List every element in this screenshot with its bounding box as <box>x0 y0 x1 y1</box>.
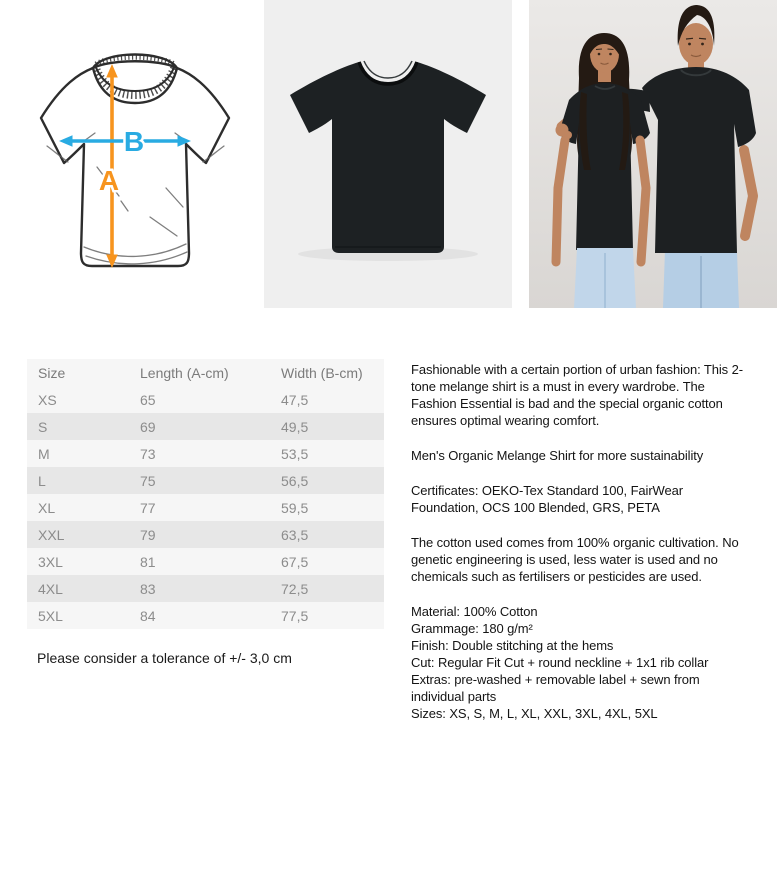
length-cell: 77 <box>140 499 156 516</box>
arrow-up-icon <box>106 64 118 78</box>
spec-list <box>411 603 749 722</box>
size-chart-table <box>27 359 384 629</box>
size-cell: XXL <box>38 526 65 543</box>
models-illustration <box>529 0 777 308</box>
spec-line: Grammage: 180 g/m² <box>411 621 533 636</box>
description-cotton: The cotton used comes from 100% organic cultivation. No genetic engineering is used, less water is used and no chemicals such as fertilisers or pesticides are used. <box>411 535 739 584</box>
width-cell: 53,5 <box>281 445 309 462</box>
product-image-gallery <box>0 0 777 308</box>
size-chart-column <box>27 359 384 666</box>
description-tagline: Men's Organic Melange Shirt for more sustainability <box>411 448 704 463</box>
size-cell: 4XL <box>38 580 63 597</box>
product-description <box>411 361 749 722</box>
size-row <box>27 386 384 413</box>
size-row <box>27 467 384 494</box>
width-cell: 56,5 <box>281 472 309 489</box>
width-cell: 59,5 <box>281 499 309 516</box>
tolerance-note: Please consider a tolerance of +/- 3,0 cm <box>37 650 292 666</box>
spec-line: Cut: Regular Fit Cut + round neckline + 1x1 rib collar <box>411 655 709 670</box>
width-cell: 63,5 <box>281 526 309 543</box>
width-cell: 77,5 <box>281 607 309 624</box>
product-details-section <box>0 359 777 722</box>
size-row <box>27 413 384 440</box>
size-cell: M <box>38 445 50 462</box>
length-cell: 79 <box>140 526 156 543</box>
tshirt-outline <box>41 55 229 267</box>
size-cell: S <box>38 418 48 435</box>
size-row <box>27 548 384 575</box>
size-row <box>27 440 384 467</box>
models-photo <box>529 0 777 308</box>
size-row <box>27 521 384 548</box>
length-cell: 73 <box>140 445 156 462</box>
description-certificates: Certificates: OEKO-Tex Standard 100, FairWear Foundation, OCS 100 Blended, GRS, PETA <box>411 483 683 515</box>
width-cell: 67,5 <box>281 553 309 570</box>
spec-line: Finish: Double stitching at the hems <box>411 638 614 653</box>
length-cell: 75 <box>140 472 156 489</box>
size-row <box>27 602 384 629</box>
size-row <box>27 494 384 521</box>
size-cell: L <box>38 472 46 489</box>
width-cell: 47,5 <box>281 391 309 408</box>
spec-line: Sizes: XS, S, M, L, XL, XXL, 3XL, 4XL, 5XL <box>411 706 658 721</box>
size-column-header: Size <box>38 364 66 381</box>
width-column-header: Width (B-cm) <box>281 364 363 381</box>
length-label: A <box>98 165 120 196</box>
description-intro: Fashionable with a certain portion of urban fashion: This 2-tone melange shirt is a must in every wardrobe. The Fashion Essential is bad and the special organic cotton ensures optimal wearing comfort. <box>411 362 743 428</box>
width-label: B <box>123 126 145 157</box>
length-cell: 83 <box>140 580 156 597</box>
flat-shirt-photo <box>264 0 512 308</box>
size-chart-header-row <box>27 359 384 386</box>
size-cell: 3XL <box>38 553 63 570</box>
length-cell: 84 <box>140 607 156 624</box>
spec-line: Material: 100% Cotton <box>411 604 538 619</box>
length-column-header: Length (A-cm) <box>140 364 229 381</box>
tshirt-measurement-drawing <box>0 0 250 308</box>
length-cell: 69 <box>140 418 156 435</box>
width-cell: 72,5 <box>281 580 309 597</box>
size-cell: XS <box>38 391 57 408</box>
measurement-diagram-image <box>0 0 264 308</box>
width-cell: 49,5 <box>281 418 309 435</box>
spec-line: Extras: pre-washed + removable label + sewn from individual parts <box>411 672 700 704</box>
size-row <box>27 575 384 602</box>
length-cell: 65 <box>140 391 156 408</box>
size-cell: 5XL <box>38 607 63 624</box>
length-cell: 81 <box>140 553 156 570</box>
size-cell: XL <box>38 499 56 516</box>
black-shirt-flatlay <box>264 0 512 308</box>
